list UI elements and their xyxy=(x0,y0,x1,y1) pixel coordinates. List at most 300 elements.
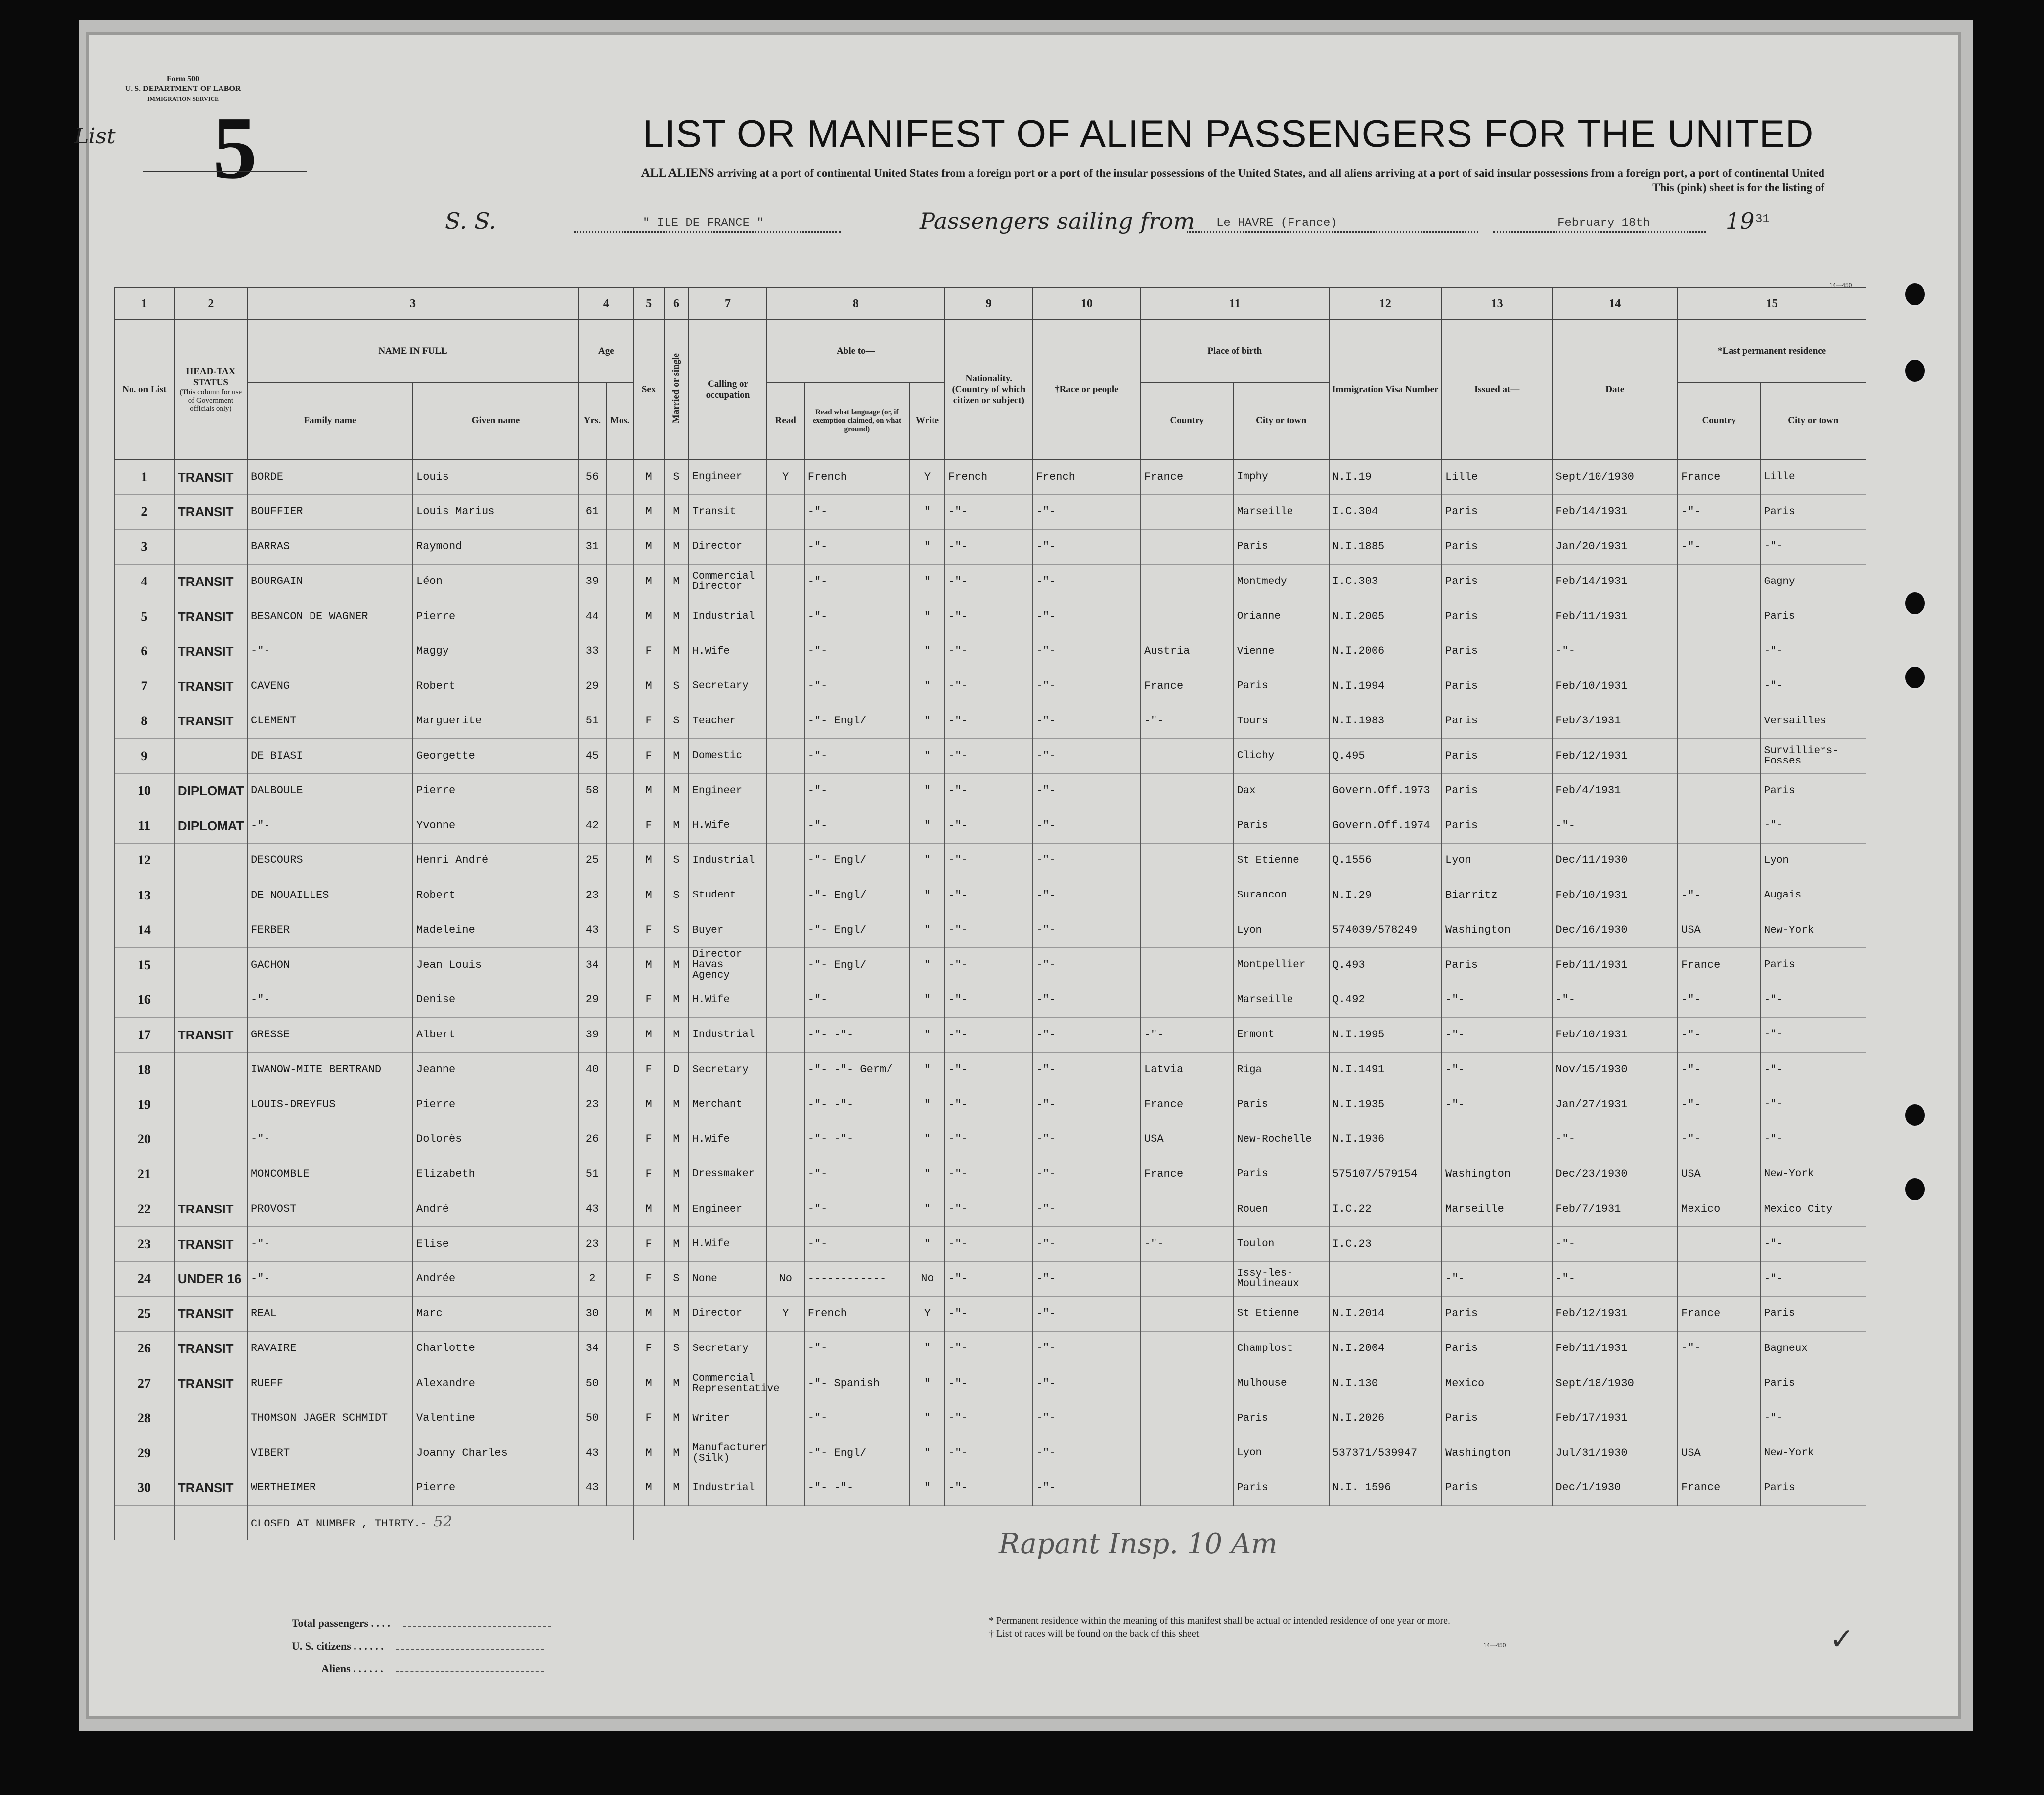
table-row xyxy=(114,1018,1866,1053)
race: -"- xyxy=(1033,1052,1141,1087)
residence-country: France xyxy=(1678,948,1761,983)
head-tax-status xyxy=(175,913,247,948)
visa-date: Feb/10/1931 xyxy=(1552,1018,1678,1053)
family-name: WERTHEIMER xyxy=(247,1471,413,1506)
visa-date: Feb/11/1931 xyxy=(1552,599,1678,634)
visa-date: Sept/10/1930 xyxy=(1552,459,1678,494)
occupation: Dressmaker xyxy=(689,1157,766,1192)
birth-country: Austria xyxy=(1141,634,1234,669)
visa-date: Dec/1/1930 xyxy=(1552,1471,1678,1506)
row-number: 4 xyxy=(114,564,175,599)
age-months xyxy=(606,878,634,913)
race: -"- xyxy=(1033,1192,1141,1227)
nationality: -"- xyxy=(945,669,1033,704)
table-row xyxy=(114,1331,1866,1366)
visa-issued-at: -"- xyxy=(1442,1087,1552,1122)
row-number: 15 xyxy=(114,948,175,983)
visa-issued-at: -"- xyxy=(1442,1018,1552,1053)
residence-city: -"- xyxy=(1761,1087,1866,1122)
family-name: DESCOURS xyxy=(247,843,413,878)
aliens-line: Aliens . . . . . . xyxy=(292,1658,551,1680)
can-read xyxy=(767,564,804,599)
closed-mark: 52 xyxy=(433,1513,452,1530)
read-language: -"- xyxy=(804,808,910,844)
row-number: 10 xyxy=(114,773,175,808)
read-language: -"- Engl/ xyxy=(804,843,910,878)
table-row xyxy=(114,634,1866,669)
binder-hole xyxy=(1904,282,1926,307)
birth-country xyxy=(1141,1261,1234,1297)
age-months xyxy=(606,1401,634,1436)
row-number: 2 xyxy=(114,494,175,530)
marital-status: M xyxy=(664,808,689,844)
nationality: -"- xyxy=(945,634,1033,669)
family-name: THOMSON JAGER SCHMIDT xyxy=(247,1401,413,1436)
marital-status: S xyxy=(664,878,689,913)
residence-country xyxy=(1678,1261,1761,1297)
given-name: Léon xyxy=(413,564,578,599)
can-read xyxy=(767,808,804,844)
age-months xyxy=(606,599,634,634)
can-write: " xyxy=(910,1087,945,1122)
nationality: French xyxy=(945,459,1033,494)
can-read xyxy=(767,1436,804,1471)
residence-city: -"- xyxy=(1761,1227,1866,1262)
col-number: 12 xyxy=(1329,287,1442,320)
age-months xyxy=(606,1436,634,1471)
race: -"- xyxy=(1033,1018,1141,1053)
table-row xyxy=(114,494,1866,530)
row-number: 1 xyxy=(114,459,175,494)
head-tax-status xyxy=(175,1087,247,1122)
read-language: -"- xyxy=(804,530,910,565)
head-tax-status: TRANSIT xyxy=(175,1227,247,1262)
birth-country xyxy=(1141,1471,1234,1506)
read-language: ------------ xyxy=(804,1261,910,1297)
header-yrs: Yrs. xyxy=(578,382,606,459)
age-months xyxy=(606,1018,634,1053)
residence-country xyxy=(1678,1366,1761,1401)
nationality: -"- xyxy=(945,704,1033,739)
sex: M xyxy=(634,948,664,983)
nationality: -"- xyxy=(945,1227,1033,1262)
visa-issued-at: Paris xyxy=(1442,704,1552,739)
ss-label: S. S. xyxy=(445,208,496,234)
sailing-date: February 18th xyxy=(1557,217,1650,230)
age-months xyxy=(606,1157,634,1192)
age-years: 33 xyxy=(578,634,606,669)
race: -"- xyxy=(1033,1366,1141,1401)
read-language: -"- xyxy=(804,1331,910,1366)
birth-city: Lyon xyxy=(1234,913,1329,948)
given-name: Dolorès xyxy=(413,1122,578,1157)
col-number: 3 xyxy=(247,287,578,320)
can-write: " xyxy=(910,530,945,565)
can-write: " xyxy=(910,948,945,983)
age-years: 23 xyxy=(578,1087,606,1122)
residence-city: Augais xyxy=(1761,878,1866,913)
residence-country: France xyxy=(1678,1471,1761,1506)
family-name: -"- xyxy=(247,1261,413,1297)
table-row xyxy=(114,739,1866,774)
visa-date: Jul/31/1930 xyxy=(1552,1436,1678,1471)
binder-hole xyxy=(1904,359,1926,383)
nationality: -"- xyxy=(945,1436,1033,1471)
race: -"- xyxy=(1033,564,1141,599)
col-number: 4 xyxy=(578,287,634,320)
occupation: H.Wife xyxy=(689,808,766,844)
table-row xyxy=(114,1052,1866,1087)
visa-number: I.C.23 xyxy=(1329,1227,1442,1262)
age-years: 26 xyxy=(578,1122,606,1157)
manifest-table-wrap xyxy=(114,287,1866,1553)
family-name: REAL xyxy=(247,1297,413,1332)
visa-date: Nov/15/1930 xyxy=(1552,1052,1678,1087)
table-row xyxy=(114,948,1866,983)
visa-issued-at: Washington xyxy=(1442,1436,1552,1471)
age-months xyxy=(606,739,634,774)
can-write: " xyxy=(910,1192,945,1227)
can-write: " xyxy=(910,494,945,530)
row-number: 23 xyxy=(114,1227,175,1262)
visa-issued-at: Paris xyxy=(1442,773,1552,808)
race: -"- xyxy=(1033,1436,1141,1471)
visa-date: Feb/4/1931 xyxy=(1552,773,1678,808)
can-read: Y xyxy=(767,459,804,494)
age-months xyxy=(606,773,634,808)
head-tax-note: (This column for use of Government officials only) xyxy=(179,388,242,413)
header-age: Age xyxy=(578,320,634,382)
closed-text xyxy=(247,1506,634,1540)
row-number: 22 xyxy=(114,1192,175,1227)
visa-number: N.I.2004 xyxy=(1329,1331,1442,1366)
birth-city: Montmedy xyxy=(1234,564,1329,599)
residence-city: Survilliers-Fosses xyxy=(1761,739,1866,774)
family-name: VIBERT xyxy=(247,1436,413,1471)
nationality: -"- xyxy=(945,494,1033,530)
given-name: Denise xyxy=(413,983,578,1018)
marital-status: M xyxy=(664,530,689,565)
total-passengers-line: Total passengers . . . . xyxy=(292,1612,551,1635)
visa-date: Feb/11/1931 xyxy=(1552,1331,1678,1366)
nationality: -"- xyxy=(945,1471,1033,1506)
head-tax-status: TRANSIT xyxy=(175,634,247,669)
visa-issued-at: -"- xyxy=(1442,1261,1552,1297)
birth-city: St Etienne xyxy=(1234,1297,1329,1332)
given-name: Henri André xyxy=(413,843,578,878)
occupation: Director Havas Agency xyxy=(689,948,766,983)
read-language: -"- Engl/ xyxy=(804,704,910,739)
header-nationality: Nationality. (Country of which citizen or subject) xyxy=(945,320,1033,459)
birth-city: Paris xyxy=(1234,1157,1329,1192)
head-tax-status: TRANSIT xyxy=(175,599,247,634)
table-row xyxy=(114,843,1866,878)
age-months xyxy=(606,459,634,494)
visa-number: I.C.22 xyxy=(1329,1192,1442,1227)
birth-country: Latvia xyxy=(1141,1052,1234,1087)
given-name: Pierre xyxy=(413,773,578,808)
year-prefix: 19 xyxy=(1726,208,1755,234)
visa-number: Q.493 xyxy=(1329,948,1442,983)
sex: M xyxy=(634,1087,664,1122)
occupation: Student xyxy=(689,878,766,913)
residence-city: Mexico City xyxy=(1761,1192,1866,1227)
given-name: Charlotte xyxy=(413,1331,578,1366)
occupation: H.Wife xyxy=(689,983,766,1018)
manifest-table xyxy=(114,287,1866,1540)
visa-date: Feb/10/1931 xyxy=(1552,878,1678,913)
visa-issued-at: Mexico xyxy=(1442,1366,1552,1401)
birth-city: Paris xyxy=(1234,1087,1329,1122)
read-language: -"- xyxy=(804,599,910,634)
header-head-tax xyxy=(175,320,247,459)
given-name: Pierre xyxy=(413,599,578,634)
age-months xyxy=(606,913,634,948)
can-write: " xyxy=(910,808,945,844)
head-tax-status: TRANSIT xyxy=(175,1297,247,1332)
given-name: Robert xyxy=(413,669,578,704)
sailing-label: Passengers sailing from xyxy=(920,208,1195,234)
sex: M xyxy=(634,599,664,634)
visa-date: Feb/14/1931 xyxy=(1552,564,1678,599)
header-immigration-visa: Immigration Visa Number xyxy=(1329,320,1442,459)
given-name: Pierre xyxy=(413,1471,578,1506)
col-number: 1 xyxy=(114,287,175,320)
marital-status: M xyxy=(664,948,689,983)
row-number: 13 xyxy=(114,878,175,913)
age-years: 39 xyxy=(578,564,606,599)
can-read xyxy=(767,773,804,808)
marital-status: M xyxy=(664,599,689,634)
residence-country xyxy=(1678,669,1761,704)
visa-number: N.I.1994 xyxy=(1329,669,1442,704)
given-name: Jeanne xyxy=(413,1052,578,1087)
age-months xyxy=(606,1471,634,1506)
table-row xyxy=(114,913,1866,948)
family-name: -"- xyxy=(247,634,413,669)
can-write: Y xyxy=(910,459,945,494)
residence-city: -"- xyxy=(1761,1261,1866,1297)
residence-country: France xyxy=(1678,459,1761,494)
birth-city: Paris xyxy=(1234,1401,1329,1436)
visa-date: Jan/27/1931 xyxy=(1552,1087,1678,1122)
head-tax-status: TRANSIT xyxy=(175,1018,247,1053)
age-months xyxy=(606,808,634,844)
marital-status: S xyxy=(664,913,689,948)
marital-status: S xyxy=(664,669,689,704)
visa-issued-at: Paris xyxy=(1442,494,1552,530)
can-read xyxy=(767,669,804,704)
age-months xyxy=(606,1297,634,1332)
visa-number: N.I.2014 xyxy=(1329,1297,1442,1332)
can-read xyxy=(767,1401,804,1436)
race: -"- xyxy=(1033,669,1141,704)
visa-issued-at: Paris xyxy=(1442,530,1552,565)
head-tax-status xyxy=(175,1052,247,1087)
year-suffix: 31 xyxy=(1755,213,1770,226)
head-tax-status: TRANSIT xyxy=(175,494,247,530)
residence-country: USA xyxy=(1678,1436,1761,1471)
visa-date: -"- xyxy=(1552,1261,1678,1297)
table-row xyxy=(114,599,1866,634)
occupation: Commercial Director xyxy=(689,564,766,599)
sex: F xyxy=(634,704,664,739)
col-number: 2 xyxy=(175,287,247,320)
visa-issued-at: Washington xyxy=(1442,1157,1552,1192)
can-read xyxy=(767,913,804,948)
header-sex: Sex xyxy=(634,320,664,459)
can-read xyxy=(767,1018,804,1053)
birth-country xyxy=(1141,983,1234,1018)
sex: M xyxy=(634,1366,664,1401)
marital-status: M xyxy=(664,1087,689,1122)
check-mark: ✓ xyxy=(1829,1622,1855,1657)
birth-country xyxy=(1141,1192,1234,1227)
age-years: 43 xyxy=(578,1471,606,1506)
header-name-in-full: NAME IN FULL xyxy=(247,320,578,382)
occupation: H.Wife xyxy=(689,1227,766,1262)
birth-city: Marseille xyxy=(1234,983,1329,1018)
family-name: DE BIASI xyxy=(247,739,413,774)
residence-country: France xyxy=(1678,1297,1761,1332)
given-name: Louis xyxy=(413,459,578,494)
can-write: " xyxy=(910,878,945,913)
marital-status: M xyxy=(664,1018,689,1053)
nationality: -"- xyxy=(945,1122,1033,1157)
occupation: Buyer xyxy=(689,913,766,948)
given-name: Alexandre xyxy=(413,1366,578,1401)
age-years: 44 xyxy=(578,599,606,634)
table-row xyxy=(114,1261,1866,1297)
race: -"- xyxy=(1033,599,1141,634)
marital-status: M xyxy=(664,1401,689,1436)
visa-issued-at: Paris xyxy=(1442,634,1552,669)
age-years: 42 xyxy=(578,808,606,844)
birth-city: Dax xyxy=(1234,773,1329,808)
age-months xyxy=(606,1227,634,1262)
age-years: 25 xyxy=(578,843,606,878)
family-name: -"- xyxy=(247,1227,413,1262)
list-label: List xyxy=(74,124,116,149)
visa-issued-at: Paris xyxy=(1442,1297,1552,1332)
residence-country: USA xyxy=(1678,1157,1761,1192)
visa-issued-at: Biarritz xyxy=(1442,878,1552,913)
read-language: -"- -"- Germ/ xyxy=(804,1052,910,1087)
visa-issued-at: Paris xyxy=(1442,1471,1552,1506)
can-write: " xyxy=(910,1227,945,1262)
marital-status: S xyxy=(664,1331,689,1366)
read-language: -"- Engl/ xyxy=(804,878,910,913)
can-read xyxy=(767,494,804,530)
sex: M xyxy=(634,459,664,494)
residence-country: -"- xyxy=(1678,878,1761,913)
residence-city: Lille xyxy=(1761,459,1866,494)
sex: F xyxy=(634,913,664,948)
residence-city: New-York xyxy=(1761,1436,1866,1471)
given-name: Joanny Charles xyxy=(413,1436,578,1471)
read-language: -"- xyxy=(804,773,910,808)
age-years: 2 xyxy=(578,1261,606,1297)
age-years: 23 xyxy=(578,1227,606,1262)
race: -"- xyxy=(1033,1227,1141,1262)
read-language: -"- xyxy=(804,669,910,704)
occupation: Director xyxy=(689,1297,766,1332)
family-name: RUEFF xyxy=(247,1366,413,1401)
age-years: 51 xyxy=(578,1157,606,1192)
race: -"- xyxy=(1033,1087,1141,1122)
marital-status: M xyxy=(664,1366,689,1401)
family-name: MONCOMBLE xyxy=(247,1157,413,1192)
marital-status: M xyxy=(664,983,689,1018)
department: U. S. DEPARTMENT OF LABOR xyxy=(125,85,241,93)
birth-country xyxy=(1141,599,1234,634)
residence-city: -"- xyxy=(1761,1401,1866,1436)
visa-number: N.I.1936 xyxy=(1329,1122,1442,1157)
birth-country xyxy=(1141,1366,1234,1401)
family-name: -"- xyxy=(247,983,413,1018)
visa-issued-at: Paris xyxy=(1442,669,1552,704)
visa-date: Feb/14/1931 xyxy=(1552,494,1678,530)
race: -"- xyxy=(1033,1261,1141,1297)
closed-label: CLOSED AT NUMBER , THIRTY.- xyxy=(251,1517,427,1530)
us-citizens-label: U. S. citizens xyxy=(292,1640,351,1652)
visa-number: Govern.Off.1973 xyxy=(1329,773,1442,808)
visa-number: N.I.2005 xyxy=(1329,599,1442,634)
race: -"- xyxy=(1033,843,1141,878)
family-name: DE NOUAILLES xyxy=(247,878,413,913)
residence-city: Paris xyxy=(1761,773,1866,808)
birth-city: Toulon xyxy=(1234,1227,1329,1262)
residence-city: -"- xyxy=(1761,808,1866,844)
can-write: " xyxy=(910,1471,945,1506)
marital-status: M xyxy=(664,634,689,669)
race: -"- xyxy=(1033,808,1141,844)
table-row xyxy=(114,773,1866,808)
nationality: -"- xyxy=(945,983,1033,1018)
birth-city: Issy-les-Moulineaux xyxy=(1234,1261,1329,1297)
occupation: Secretary xyxy=(689,1052,766,1087)
sex: F xyxy=(634,983,664,1018)
col-number: 5 xyxy=(634,287,664,320)
head-tax-status xyxy=(175,878,247,913)
read-language: -"- xyxy=(804,494,910,530)
sex: F xyxy=(634,739,664,774)
age-years: 43 xyxy=(578,913,606,948)
nationality: -"- xyxy=(945,564,1033,599)
age-months xyxy=(606,704,634,739)
marital-status: S xyxy=(664,843,689,878)
residence-city: Paris xyxy=(1761,1366,1866,1401)
residence-city: Paris xyxy=(1761,1471,1866,1506)
table-row xyxy=(114,1366,1866,1401)
head-tax-status: TRANSIT xyxy=(175,564,247,599)
visa-date: Jan/20/1931 xyxy=(1552,530,1678,565)
col-number: 11 xyxy=(1141,287,1329,320)
head-tax-status: UNDER 16 xyxy=(175,1261,247,1297)
row-number: 21 xyxy=(114,1157,175,1192)
can-write: " xyxy=(910,1122,945,1157)
sex: M xyxy=(634,878,664,913)
family-name: GRESSE xyxy=(247,1018,413,1053)
age-months xyxy=(606,1192,634,1227)
residence-city: Paris xyxy=(1761,1297,1866,1332)
header-family-name: Family name xyxy=(247,382,413,459)
head-tax-status: DIPLOMAT xyxy=(175,773,247,808)
header-write: Write xyxy=(910,382,945,459)
head-tax-status: TRANSIT xyxy=(175,669,247,704)
head-tax-status xyxy=(175,843,247,878)
birth-city: Paris xyxy=(1234,669,1329,704)
